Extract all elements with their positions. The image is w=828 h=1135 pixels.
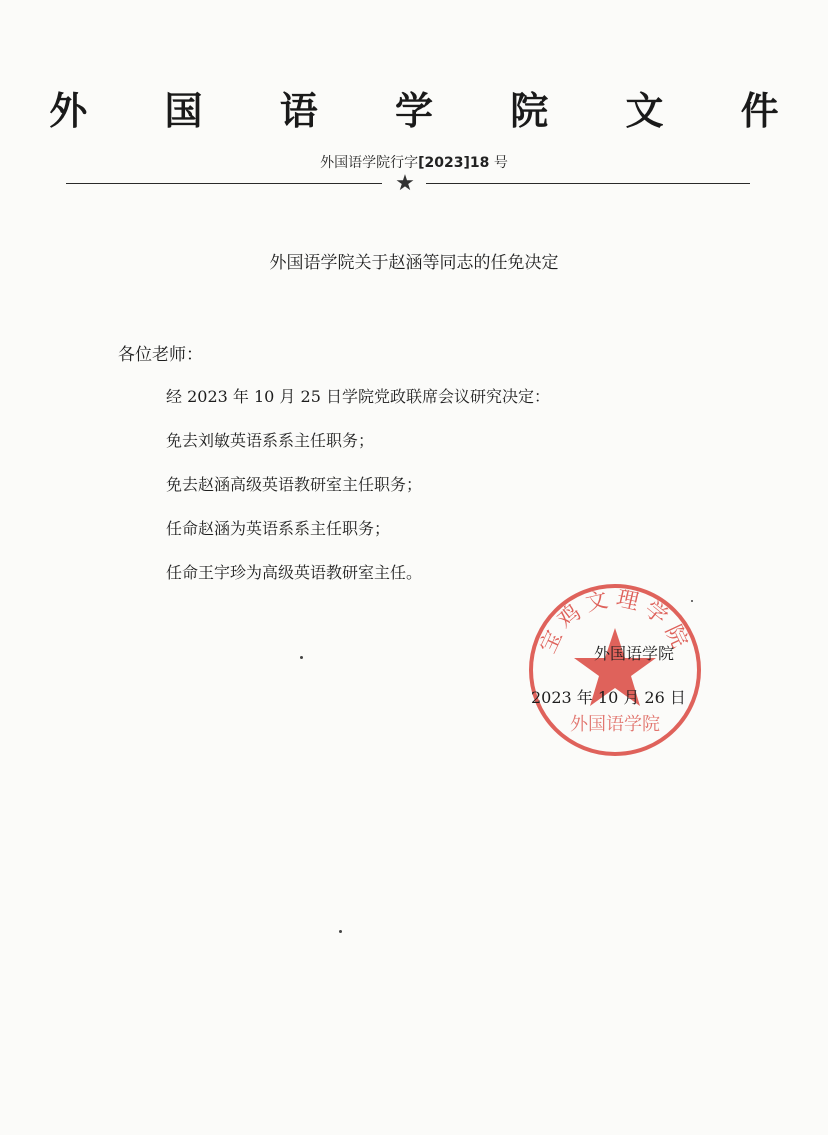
star-icon: ★ [395, 171, 415, 196]
scan-speck [339, 930, 342, 933]
paragraph-item: 免去刘敏英语系系主任职务； [166, 431, 375, 450]
seal-inner-text: 外国语学院 [570, 714, 660, 735]
document-header-title: 外 国 语 学 院 文 件 [49, 89, 811, 133]
document-number [0, 152, 828, 172]
header-divider-left [66, 183, 382, 184]
document-subject: 外国语学院关于赵涵等同志的任免决定 [269, 253, 559, 273]
scan-speck [300, 656, 303, 659]
signature-organization: 外国语学院 [594, 644, 675, 663]
paragraph-item: 任命王宇珍为高级英语教研室主任。 [166, 563, 423, 582]
document-number-code: [2023]18 [418, 155, 490, 171]
paragraph-item: 任命赵涵为英语系系主任职务； [166, 519, 391, 538]
header-divider-right [426, 183, 750, 184]
paragraph-decision-intro: 经 2023 年 10 月 25 日学院党政联席会议研究决定： [166, 387, 550, 406]
signature-date: 2023 年 10 月 26 日 [531, 688, 686, 707]
scan-speck [691, 600, 693, 602]
document-number-prefix: 外国语学院行字 [320, 155, 419, 171]
seal-ring-text: 宝鸡文理学院 [535, 586, 695, 658]
salutation: 各位老师： [118, 345, 203, 365]
document-number-suffix: 号 [489, 155, 508, 171]
paragraph-item: 免去赵涵高级英语教研室主任职务； [166, 475, 423, 494]
official-seal-icon [525, 580, 705, 760]
